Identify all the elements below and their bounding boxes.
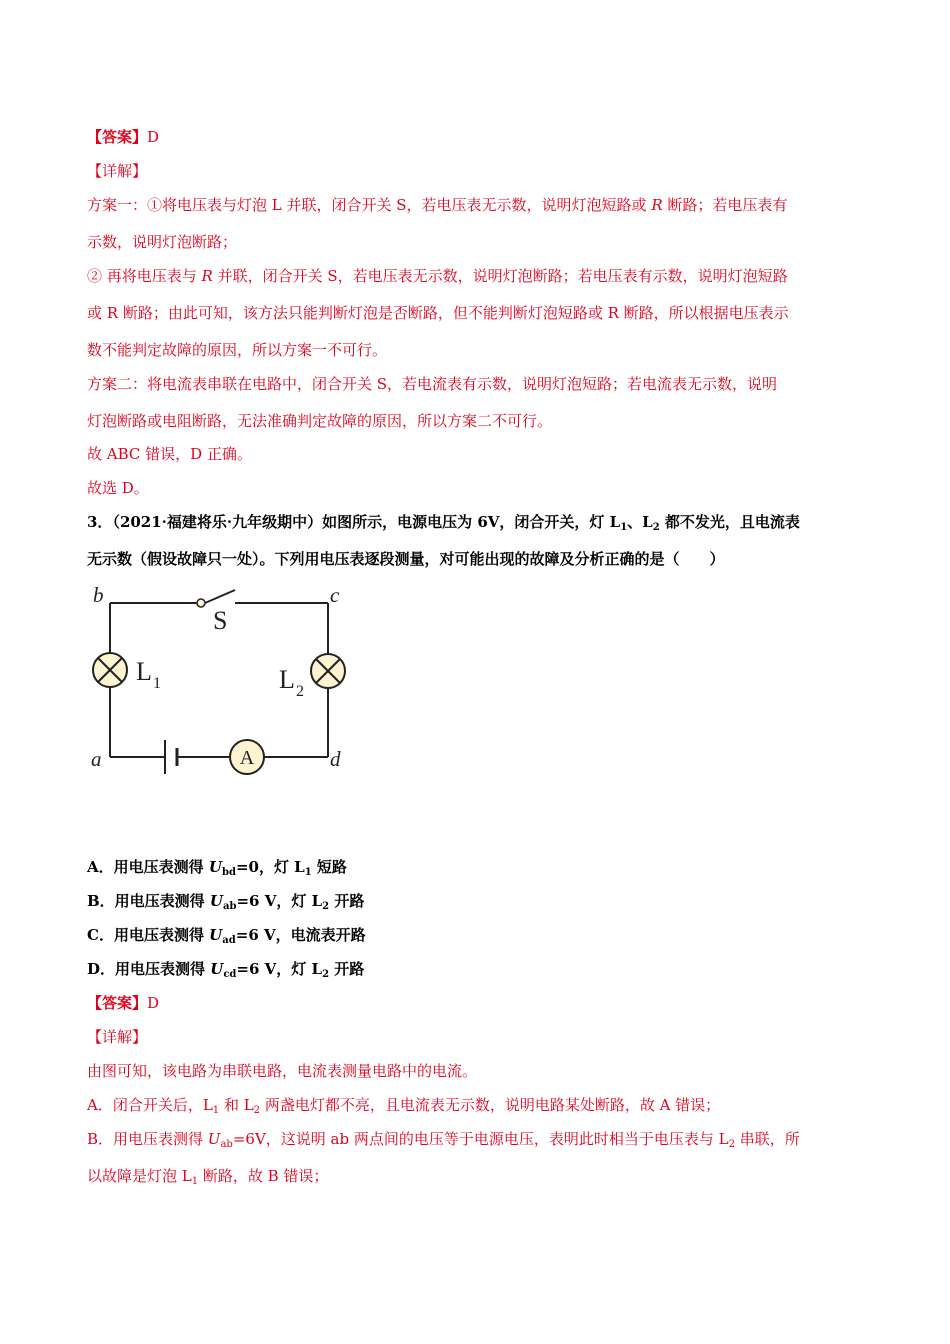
detail-label: 【详解】 (87, 162, 148, 180)
node-a-label: a (91, 747, 102, 771)
lamp-1-sub: 1 (153, 675, 161, 692)
ammeter-label: A (239, 747, 255, 769)
answer-label-2: 【答案】 (87, 994, 148, 1012)
detail2-line-1: 由图可知，该电路为串联电路，电流表测量电路中的电流。 (87, 1062, 478, 1080)
node-b-label: b (93, 583, 104, 607)
answer-line-1 (87, 126, 159, 148)
detail-line-5: 数不能判定故障的原因，所以方案一不可行。 (87, 341, 388, 359)
lamp-2-label: L (279, 665, 295, 694)
lamp-1-label: L (136, 657, 152, 686)
lamp-1-symbol (93, 653, 127, 687)
switch-blade (205, 590, 235, 603)
option-c[interactable]: C．用电压表测得 $U_{ad}=6$ V，电流表开路 (87, 926, 366, 946)
detail-line-1: 方案一：①将电压表与灯泡 L 并联，闭合开关 S，若电压表无示数，说明灯泡短路或 R 断路；若电压表有 (87, 196, 788, 214)
option-d[interactable]: D．用电压表测得 $U_{cd}=6$ V，灯 $L_2$ 开路 (87, 960, 365, 980)
circuit-diagram (87, 582, 367, 782)
detail2-line-2: A．闭合开关后，$L_1$ 和 $L_2$ 两盏电灯都不亮，且电流表无示数，说明电路某处断路，故 A 错误； (87, 1096, 721, 1116)
node-c-label: c (330, 583, 340, 607)
detail2-line-4: 以故障是灯泡 $L_1$ 断路，故 B 错误； (87, 1167, 329, 1187)
answer-label: 【答案】 (87, 128, 148, 146)
switch-label: S (213, 606, 228, 635)
detail-line-2: 示数，说明灯泡断路； (87, 233, 238, 251)
detail-line-4: 或 R 断路；由此可知，该方法只能判断灯泡是否断路，但不能判断灯泡短路或 R 断路，所以根据电压表示 (87, 304, 789, 322)
detail-label-2: 【详解】 (87, 1028, 148, 1046)
detail-line-6: 方案二：将电流表串联在电路中，闭合开关 S，若电流表有示数，说明灯泡短路；若电流表无示数，说明 (87, 375, 778, 393)
answer-value: D (147, 128, 160, 146)
detail-line-9: 故选 D。 (87, 479, 149, 497)
question-3-line-2: 无示数（假设故障只一处）。下列用电压表逐段测量，对可能出现的故障及分析正确的是（ ） (87, 550, 725, 568)
switch-pivot (197, 599, 205, 607)
question-3-line-1: 3．（2021·福建将乐·九年级期中）如图所示，电源电压为 6V，闭合开关，灯 $L_1$、$L_2$ 都不发光，且电流表 (87, 513, 800, 533)
option-b[interactable]: B．用电压表测得 $U_{ab}=6$ V，灯 $L_2$ 开路 (87, 892, 365, 912)
answer-line-2 (87, 992, 159, 1014)
answer-value-2: D (147, 994, 160, 1012)
lamp-2-sub: 2 (296, 683, 304, 700)
detail-line-3: ② 再将电压表与 R 并联，闭合开关 S，若电压表无示数，说明灯泡断路；若电压表有示数，说明灯泡短路 (87, 267, 788, 285)
node-d-label: d (330, 747, 341, 771)
option-a[interactable]: A．用电压表测得 $U_{bd}=0$，灯 $L_1$ 短路 (87, 858, 347, 878)
detail-line-8: 故 ABC 错误，D 正确。 (87, 445, 252, 463)
detail-line-7: 灯泡断路或电阻断路，无法准确判定故障的原因，所以方案二不可行。 (87, 412, 553, 430)
detail2-line-3: B．用电压表测得 $U_{ab}=6V$，这说明 ab 两点间的电压等于电源电压，表明此时相当于电压表与 $L_2$ 串联，所 (87, 1130, 800, 1150)
lamp-2-symbol (311, 654, 345, 688)
